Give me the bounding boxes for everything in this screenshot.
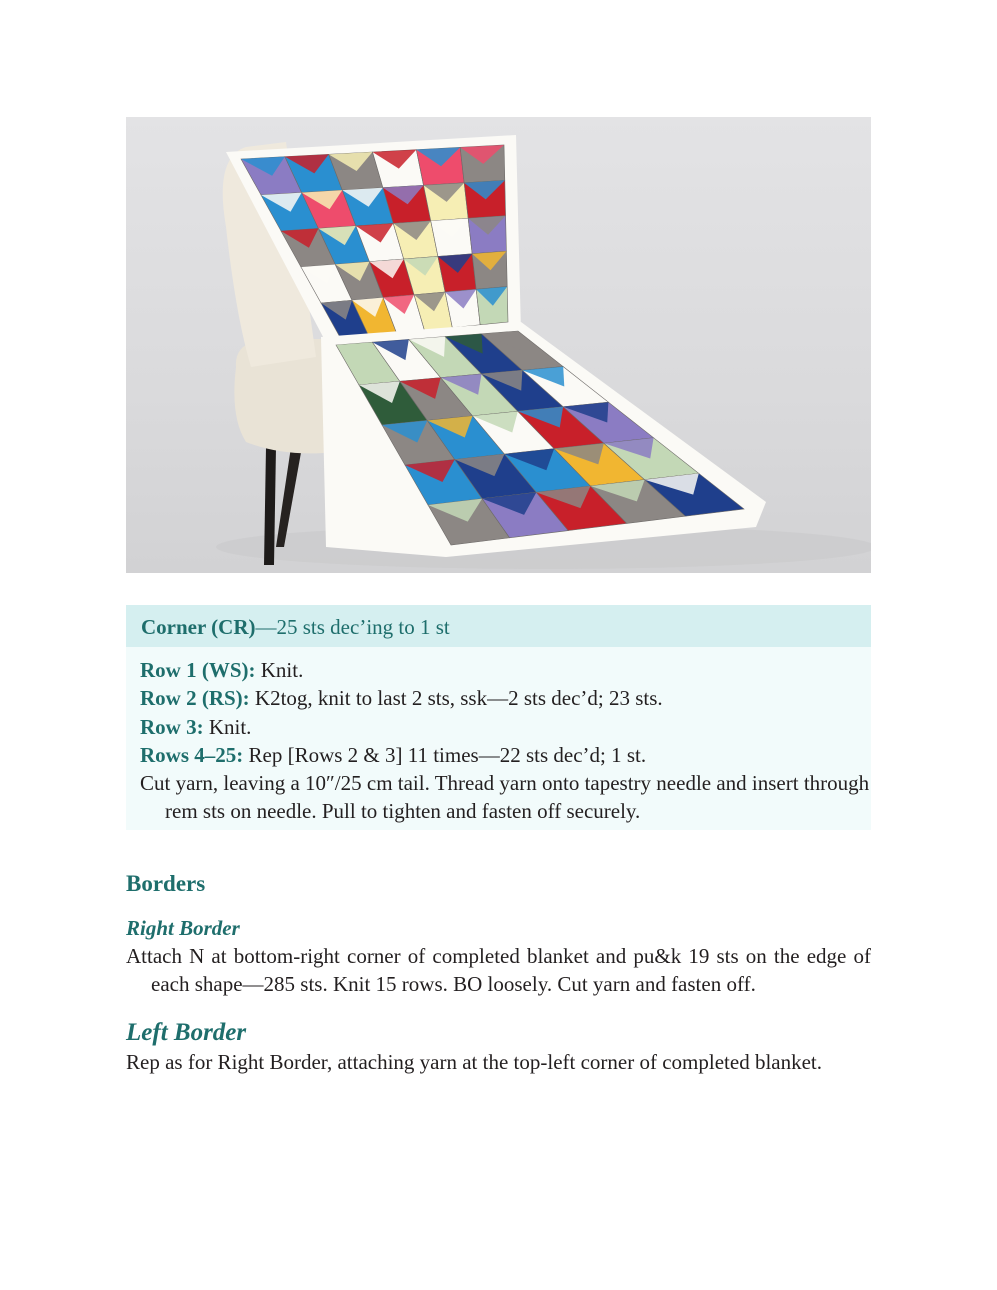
corner-title: Corner (CR) — [141, 615, 256, 639]
borders-heading: Borders — [126, 871, 206, 896]
corner-row — [140, 684, 871, 712]
right-border-text: Attach N at bottom-right corner of completed blanket and pu&k 19 sts on the edge of each shape—285 sts. Knit 15 rows. BO loosely. Cut yarn and fasten off. — [126, 944, 871, 996]
row-text: Knit. — [255, 658, 304, 682]
corner-row — [140, 713, 871, 741]
row-label: Row 3: — [140, 714, 204, 739]
row-text: Rep [Rows 2 & 3] 11 times—22 sts dec’d; 1 st. — [243, 742, 647, 767]
corner-subtitle: —25 sts dec’ing to 1 st — [255, 615, 450, 639]
row-text: Knit. — [203, 714, 252, 739]
row-label: Row 2 (RS): — [140, 686, 250, 711]
corner-instructions-box — [126, 605, 871, 830]
left-border-text: Rep as for Right Border, attaching yarn at the top-left corner of completed blanket. — [126, 1050, 823, 1074]
corner-body — [126, 647, 871, 826]
corner-finish-text: Cut yarn, leaving a 10″/25 cm tail. Thread yarn onto tapestry needle and insert through rem sts on needle. Pull to tighten and fasten off securely. — [140, 771, 870, 824]
corner-row — [140, 741, 871, 769]
right-border-heading: Right Border — [126, 916, 240, 940]
blanket-lower — [321, 322, 766, 557]
chair-leg — [264, 447, 276, 565]
row-label: Row 1 (WS): — [140, 658, 256, 682]
corner-row — [140, 656, 871, 684]
borders-section — [126, 868, 871, 1076]
left-border-heading: Left Border — [126, 1019, 247, 1046]
chair-leg — [276, 447, 302, 547]
row-label: Rows 4–25: — [140, 742, 244, 767]
quilt-blanket-photo — [126, 117, 871, 573]
row-text: K2tog, knit to last 2 sts, ssk—2 sts dec’d; 23 sts. — [249, 686, 663, 711]
corner-header — [126, 605, 871, 647]
